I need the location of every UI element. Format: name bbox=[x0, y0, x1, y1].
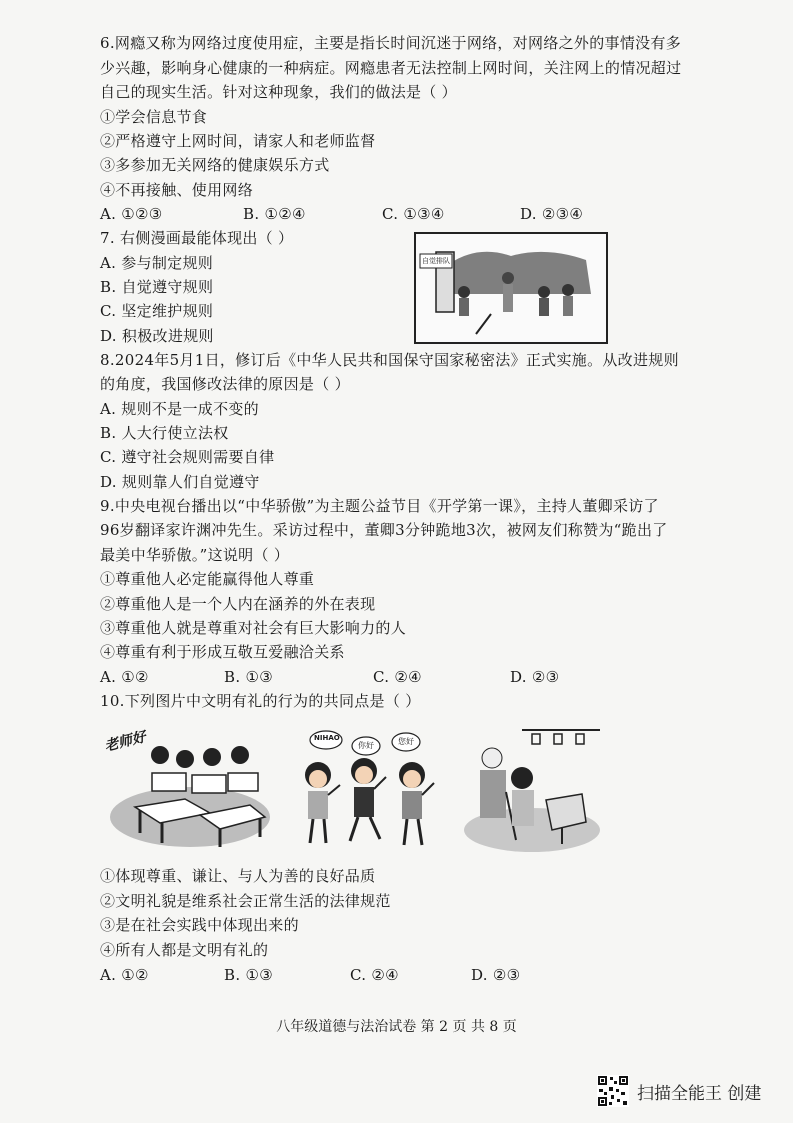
q6-item-2: ②严格遵守上网时间，请家人和老师监督 bbox=[100, 132, 376, 150]
q9-option-d[interactable]: D. ②③ bbox=[510, 668, 560, 686]
q9-option-b[interactable]: B. ①③ bbox=[224, 668, 273, 686]
q9-item-2: ②尊重他人是一个人内在涵养的外在表现 bbox=[100, 595, 376, 613]
q6-item-3: ③多参加无关网络的健康娱乐方式 bbox=[100, 156, 330, 174]
q9-option-c[interactable]: C. ②④ bbox=[373, 668, 422, 686]
q6-option-c[interactable]: C. ①③④ bbox=[382, 205, 445, 223]
q7-option-a[interactable]: A. 参与制定规则 bbox=[100, 254, 214, 272]
q10-option-c[interactable]: C. ②④ bbox=[350, 966, 399, 984]
q10-item-4: ④所有人都是文明有礼的 bbox=[100, 941, 269, 959]
q10-picture-bus-seat bbox=[462, 722, 602, 852]
q9-item-3: ③尊重他人就是尊重对社会有巨大影响力的人 bbox=[100, 619, 407, 637]
q10-option-b[interactable]: B. ①③ bbox=[224, 966, 273, 984]
q6-option-b[interactable]: B. ①②④ bbox=[243, 205, 306, 223]
q10-picture-greeting bbox=[288, 727, 446, 852]
q10-item-2: ②文明礼貌是维系社会正常生活的法律规范 bbox=[100, 892, 391, 910]
q9-line-3: 最美中华骄傲。”这说明（ ） bbox=[100, 546, 290, 564]
q8-option-d[interactable]: D. 规则靠人们自觉遵守 bbox=[100, 473, 260, 491]
q9-option-a[interactable]: A. ①② bbox=[100, 668, 149, 686]
watermark-text: 扫描全能王 创建 bbox=[637, 1083, 762, 1104]
q6-item-1: ①学会信息节食 bbox=[100, 108, 208, 126]
q10-option-d[interactable]: D. ②③ bbox=[471, 966, 521, 984]
q7-option-c[interactable]: C. 坚定维护规则 bbox=[100, 302, 214, 320]
q6-line-1: 6.网瘾又称为网络过度使用症，主要是指长时间沉迷于网络，对网络之外的事情没有多 bbox=[100, 34, 682, 52]
q10-stem: 10.下列图片中文明有礼的行为的共同点是（ ） bbox=[100, 692, 421, 710]
q7-cartoon bbox=[414, 232, 608, 344]
scanner-watermark bbox=[597, 1072, 787, 1110]
q10-bubble-3: 您好 bbox=[398, 737, 414, 746]
q8-line-2: 的角度，我国修改法律的原因是（ ） bbox=[100, 375, 350, 393]
q10-item-3: ③是在社会实践中体现出来的 bbox=[100, 916, 299, 934]
q7-option-d[interactable]: D. 积极改进规则 bbox=[100, 327, 214, 345]
q6-option-d[interactable]: D. ②③④ bbox=[520, 205, 584, 223]
q9-item-1: ①尊重他人必定能赢得他人尊重 bbox=[100, 570, 315, 588]
q8-option-a[interactable]: A. 规则不是一成不变的 bbox=[100, 400, 259, 418]
qr-code-icon bbox=[597, 1075, 629, 1107]
q6-option-a[interactable]: A. ①②③ bbox=[100, 205, 163, 223]
q7-cartoon-sign: 自觉排队 bbox=[422, 257, 450, 265]
q7-option-b[interactable]: B. 自觉遵守规则 bbox=[100, 278, 214, 296]
q8-option-b[interactable]: B. 人大行使立法权 bbox=[100, 424, 229, 442]
q6-item-4: ④不再接触、使用网络 bbox=[100, 181, 254, 199]
q9-item-4: ④尊重有利于形成互敬互爱融洽关系 bbox=[100, 643, 345, 661]
q7-stem: 7. 右侧漫画最能体现出（ ） bbox=[100, 229, 294, 247]
q9-line-2: 96岁翻译家许渊冲先生。采访过程中，董卿3分钟跪地3次，被网友们称赞为“跪出了 bbox=[100, 521, 668, 539]
page-footer: 八年级道德与法治试卷 第 2 页 共 8 页 bbox=[276, 1019, 517, 1035]
q6-line-2: 少兴趣，影响身心健康的一种病症。网瘾患者无法控制上网时间，关注网上的情况超过 bbox=[100, 59, 682, 77]
q9-line-1: 9.中央电视台播出以“中华骄傲”为主题公益节目《开学第一课》，主持人董卿采访了 bbox=[100, 497, 659, 515]
q10-bubble-2: 你好 bbox=[358, 741, 374, 750]
q8-option-c[interactable]: C. 遵守社会规则需要自律 bbox=[100, 448, 275, 466]
q6-line-3: 自己的现实生活。针对这种现象，我们的做法是（ ） bbox=[100, 83, 457, 101]
q8-line-1: 8.2024年5月1日，修订后《中华人民共和国保守国家秘密法》正式实施。从改进规则 bbox=[100, 351, 679, 369]
q10-item-1: ①体现尊重、谦让、与人为善的良好品质 bbox=[100, 867, 376, 885]
q10-bubble-1: NIHAO bbox=[314, 734, 340, 742]
q10-option-a[interactable]: A. ①② bbox=[100, 966, 149, 984]
q10-picture-classroom bbox=[100, 725, 270, 853]
queue-cartoon-illustration bbox=[416, 234, 606, 342]
q10-picture1-text: 老师好 bbox=[102, 729, 148, 755]
